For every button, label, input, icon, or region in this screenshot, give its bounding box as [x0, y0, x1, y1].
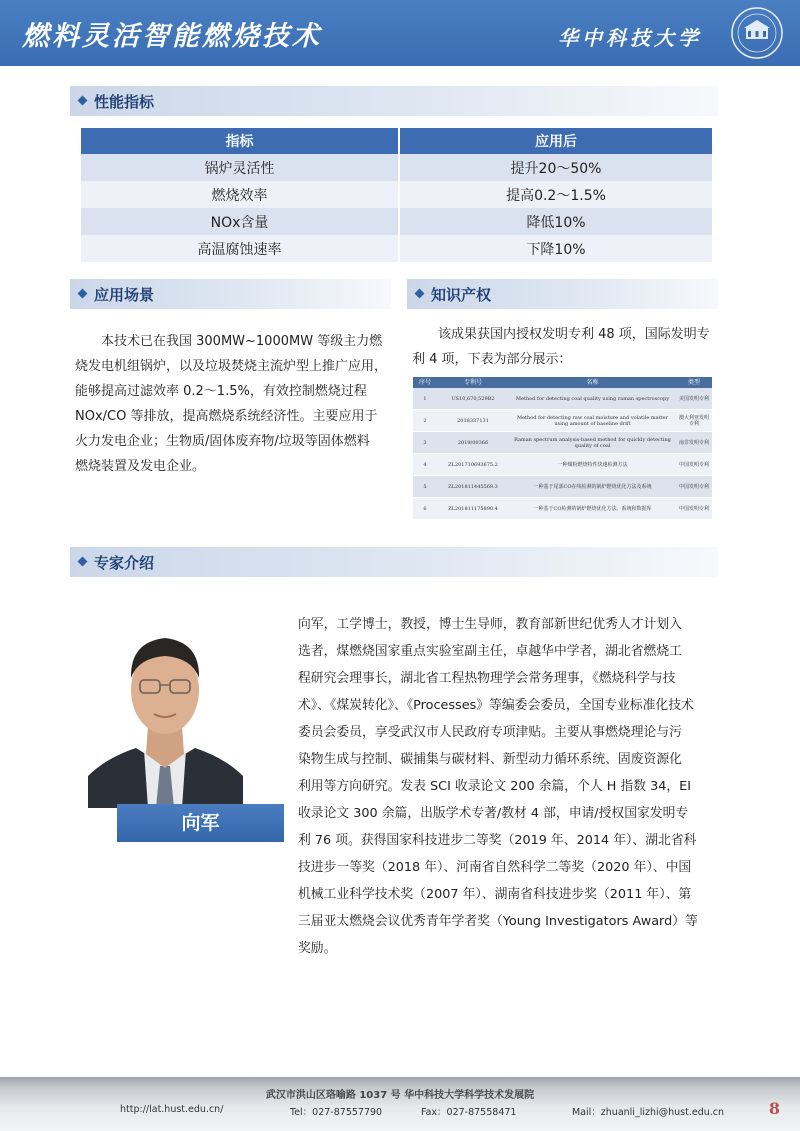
table-row: [81, 235, 712, 262]
table-cell: 高温腐蚀速率: [81, 235, 399, 262]
text-line: 能够提高过滤效率 0.2～1.5%，有效控制燃烧过程: [75, 384, 367, 399]
table-cell: 2019/00366: [437, 432, 509, 454]
table-cell: 中国发明专利: [676, 498, 712, 520]
table-row: [81, 154, 712, 181]
page-header: [0, 0, 800, 66]
diamond-bullet-icon: [78, 289, 88, 299]
table-cell: 一种基于尾部CO在线检测的锅炉燃烧优化方法及系统: [509, 476, 676, 498]
expert-name-badge: 向军: [117, 804, 284, 842]
text-line: NOx/CO 等排放，提高燃烧系统经济性。主要应用于: [75, 409, 378, 424]
university-name: 华中科技大学: [558, 26, 702, 50]
table-cell: 3: [413, 432, 437, 454]
performance-table: [81, 128, 712, 262]
footer-address: 武汉市洪山区珞喻路 1037 号 华中科技大学科学技术发展院: [265, 1090, 535, 1101]
page-footer: [0, 1077, 800, 1131]
text-line: 技进步一等奖（2018 年）、河南省自然科学二等奖（2020 年）、中国: [298, 860, 692, 875]
footer-website-link[interactable]: http://lat.hust.edu.cn/: [120, 1104, 224, 1115]
text-line: 该成果获国内授权发明专利 48 项，国际发明专: [438, 327, 710, 342]
text-line: 烧发电机组锅炉，以及垃圾焚烧主流炉型上推广应用，: [75, 359, 388, 374]
table-row: [413, 432, 712, 454]
table-cell: 1: [413, 388, 437, 410]
table-cell: 燃烧效率: [81, 181, 399, 208]
text-line: 程研究会理事长，湖北省工程热物理学会常务理事，《燃烧科学与技: [298, 671, 676, 686]
performance-section-bar: [70, 86, 718, 116]
table-cell: ZL201710693675.2: [437, 454, 509, 476]
table-cell: 锅炉灵活性: [81, 154, 399, 181]
text-line: 三届亚太燃烧会议优秀青年学者奖（Young Investigators Award）等: [298, 914, 698, 929]
university-logo-icon: [730, 6, 784, 60]
footer-fax: Fax：027-87558471: [421, 1107, 517, 1118]
table-row: [413, 476, 712, 498]
patent-header-no: 序号: [413, 377, 437, 388]
table-cell: 中国发明专利: [676, 454, 712, 476]
table-cell: Raman spectrum analysis-based method for quickly detecting quality of coal: [509, 432, 676, 454]
table-cell: 4: [413, 454, 437, 476]
text-line: 收录论文 300 余篇，出版学术专著/教材 4 部，申请/授权国家发明专: [298, 806, 689, 821]
patent-table: [413, 377, 712, 520]
patent-header-number: 专利号: [437, 377, 509, 388]
table-row: [413, 454, 712, 476]
patent-table-image: [413, 377, 712, 519]
ip-section-title: 知识产权: [431, 286, 492, 304]
table-cell: ZL201811445569.3: [437, 476, 509, 498]
diamond-bullet-icon: [78, 96, 88, 106]
text-line: 利 76 项。获得国家科技进步二等奖（2019 年、2014 年）、湖北省科: [298, 833, 697, 848]
patent-header-type: 类型: [676, 377, 712, 388]
table-cell: 一种煤粉燃烧特性快速检测方法: [509, 454, 676, 476]
expert-section-title: 专家介绍: [94, 554, 155, 572]
table-cell: 澳大利亚发明专利: [676, 410, 712, 432]
diamond-bullet-icon: [78, 557, 88, 567]
page-title: 燃料灵活智能燃烧技术: [22, 21, 322, 52]
patent-header-name: 名称: [509, 377, 676, 388]
diamond-bullet-icon: [415, 289, 425, 299]
table-row: [413, 410, 712, 432]
table-cell: 5: [413, 476, 437, 498]
table-cell: 提升20～50%: [399, 154, 712, 181]
table-row: [413, 498, 712, 520]
table-cell: 南非发明专利: [676, 432, 712, 454]
text-line: 利 4 项，下表为部分展示：: [412, 352, 572, 367]
table-cell: 美国发明专利: [676, 388, 712, 410]
text-line: 利用等方向研究。发表 SCI 收录论文 200 余篇，个人 H 指数 34，EI: [298, 779, 692, 794]
table-cell: NOx含量: [81, 208, 399, 235]
application-text: [75, 329, 400, 479]
text-line: 机械工业科学技术奖（2007 年）、湖南省科技进步奖（2011 年）、第: [298, 887, 692, 902]
table-cell: 一种基于CO检测的锅炉燃烧优化方法、系统和数据库: [509, 498, 676, 520]
footer-tel: Tel：027-87557790: [290, 1107, 383, 1118]
ip-section-bar: [407, 279, 718, 309]
ip-text: [412, 322, 718, 372]
text-line: 向军，工学博士，教授，博士生导师，教育部新世纪优秀人才计划入: [298, 617, 682, 632]
expert-bio: [298, 611, 718, 962]
table-cell: US10,670,529B2: [437, 388, 509, 410]
table-cell: Method for detecting raw coal moisture and volatile matter using amount of baseline drift: [509, 410, 676, 432]
table-cell: 下降10%: [399, 235, 712, 262]
table-cell: 2: [413, 410, 437, 432]
table-row: [413, 388, 712, 410]
performance-header-metric: 指标: [81, 128, 399, 154]
application-section-title: 应用场景: [94, 286, 155, 304]
expert-section-bar: [70, 547, 718, 577]
table-row: [81, 208, 712, 235]
expert-photo: [88, 608, 243, 808]
table-row: [81, 181, 712, 208]
table-cell: ZL201811175890.4: [437, 498, 509, 520]
text-line: 本技术已在我国 300MW~1000MW 等级主力燃: [101, 334, 383, 349]
table-cell: 提高0.2～1.5%: [399, 181, 712, 208]
performance-header-result: 应用后: [399, 128, 712, 154]
text-line: 染物生成与控制、碳捕集与碳材料、新型动力循环系统、固废资源化: [298, 752, 682, 767]
table-cell: 降低10%: [399, 208, 712, 235]
text-line: 奖励。: [298, 941, 337, 956]
application-section-bar: [70, 279, 391, 309]
footer-mail-link[interactable]: Mail：zhuanli_lizhi@hust.edu.cn: [572, 1107, 725, 1118]
text-line: 燃烧装置及发电企业。: [75, 459, 206, 474]
table-cell: Method for detecting coal quality using raman spectroscopy: [509, 388, 676, 410]
page-number: 8: [768, 1099, 780, 1118]
performance-section-title: 性能指标: [94, 93, 155, 111]
text-line: 委员会委员，享受武汉市人民政府专项津贴。主要从事燃烧理论与污: [298, 725, 682, 740]
text-line: 术》、《煤炭转化》、《Processes》等编委会委员，全国专业标准化技术: [298, 698, 694, 713]
table-cell: 2018337131: [437, 410, 509, 432]
text-line: 选者，煤燃烧国家重点实验室副主任，卓越华中学者，湖北省燃烧工: [298, 644, 682, 659]
table-cell: 6: [413, 498, 437, 520]
table-cell: 中国发明专利: [676, 476, 712, 498]
text-line: 火力发电企业；生物质/固体废弃物/垃圾等固体燃料: [75, 434, 370, 449]
